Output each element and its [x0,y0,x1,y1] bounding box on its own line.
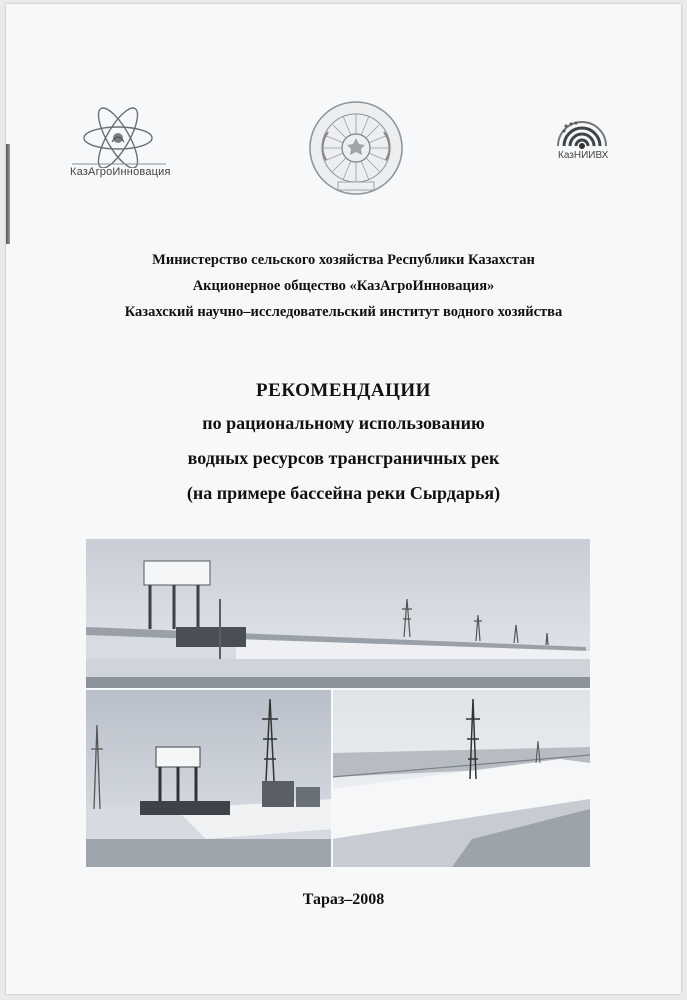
photo-concrete-canal [332,689,590,867]
state-emblem [306,98,406,198]
state-emblem-icon [306,98,406,198]
title-line-3: (на примере бассейна реки Сырдарья) [186,483,501,503]
place-and-year: Тараз–2008 [302,891,385,908]
binding-edge [6,144,10,244]
wifi-signal-icon [554,118,624,150]
org-research-institute: Казахский научно–исследовательский институт водного хозяйства [124,304,563,320]
org-joint-stock-company: Акционерное общество «КазАгроИнновация» [192,278,495,294]
organizations-block [6,247,681,325]
org-ministry: Министерство сельского хозяйства Республики Казахстан [152,252,535,268]
photo-collage [86,539,590,867]
atom-icon [66,104,174,168]
logo-left-caption: КазАгроИнновация [70,166,171,178]
photo-intake-tower [86,689,332,867]
kazagroinnovation-logo [66,104,174,184]
kazniivkh-logo [554,118,624,166]
logo-right-caption: КазНИИВХ [558,150,609,161]
document-title: РЕКОМЕНДАЦИИ [256,380,431,401]
cover-page [6,4,681,994]
title-line-1: по рациональному использованию [202,413,485,433]
title-block [6,376,681,511]
photo-dam-panorama [86,539,590,689]
title-line-2: водных ресурсов трансграничных рек [187,448,500,468]
